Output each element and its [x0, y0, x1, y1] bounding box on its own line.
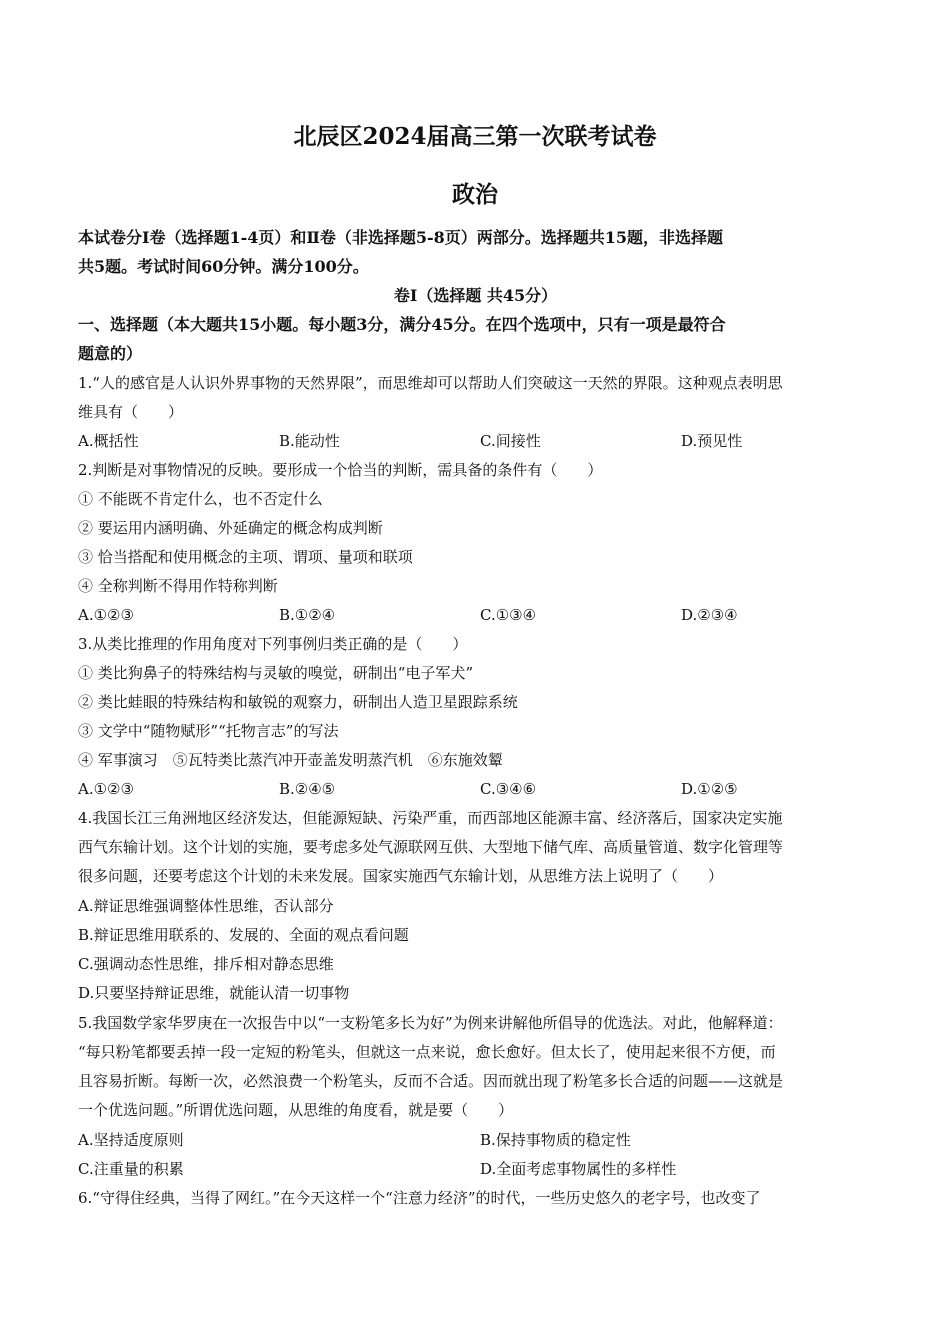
q2-option-b[interactable]: B.①②④ [279, 606, 336, 624]
q3-item-3: ③ 文学中“随物赋形”“托物言志”的写法 [78, 722, 339, 740]
q5-stem-line-1: 5.我国数学家华罗庚在一次报告中以“一支粉笔多长为好”为例来讲解他所倡导的优选法。对此，他解释道： [78, 1014, 783, 1032]
q3-stem: 3.从类比推理的作用角度对下列事例归类正确的是（ ） [78, 635, 468, 653]
q3-option-a[interactable]: A.①②③ [78, 780, 134, 798]
q4-option-b[interactable]: B.辩证思维用联系的、发展的、全面的观点看问题 [78, 926, 409, 944]
q1-stem-line-1: 1.“人的感官是人认识外界事物的天然界限”，而思维却可以帮助人们突破这一天然的界限。这种观点表明思 [78, 374, 783, 392]
q4-stem-line-3: 很多问题，还要考虑这个计划的未来发展。国家实施西气东输计划，从思维方法上说明了（ ） [78, 867, 724, 885]
q2-item-2: ② 要运用内涵明确、外延确定的概念构成判断 [78, 519, 383, 537]
subject-title: 政治 [452, 181, 498, 208]
q3-option-c[interactable]: C.③④⑥ [480, 780, 537, 798]
q3-option-b[interactable]: B.②④⑤ [279, 780, 336, 798]
exam-title: 北辰区2024届高三第一次联考试卷 [293, 123, 657, 150]
q6-stem-line-1: 6.“守得住经典，当得了网红。”在今天这样一个“注意力经济”的时代，一些历史悠久的老字号，也改变了 [78, 1189, 761, 1207]
q3-item-2: ② 类比蛙眼的特殊结构和敏锐的观察力，研制出人造卫星跟踪系统 [78, 693, 518, 711]
q5-option-d[interactable]: D.全面考虑事物属性的多样性 [480, 1160, 677, 1178]
q5-option-b[interactable]: B.保持事物质的稳定性 [480, 1131, 631, 1149]
section-title: 卷Ⅰ（选择题 共45分） [393, 286, 558, 305]
q3-item-1: ① 类比狗鼻子的特殊结构与灵敏的嗅觉，研制出“电子军犬” [78, 664, 474, 682]
q1-option-a[interactable]: A.概括性 [78, 432, 139, 450]
instructions-line-2: 共5题。考试时间60分钟。满分100分。 [78, 257, 369, 276]
q1-option-d[interactable]: D.预见性 [681, 432, 743, 450]
q5-stem-line-4: 一个优选问题。”所谓优选问题，从思维的角度看，就是要（ ） [78, 1101, 514, 1119]
q5-stem-line-3: 且容易折断。每断一次，必然浪费一个粉笔头，反而不合适。因而就出现了粉笔多长合适的问题——这就是 [78, 1072, 784, 1090]
q2-item-1: ① 不能既不肯定什么，也不否定什么 [78, 490, 323, 508]
q1-option-b[interactable]: B.能动性 [279, 432, 340, 450]
q2-item-4: ④ 全称判断不得用作特称判断 [78, 577, 278, 595]
instructions-line-1: 本试卷分Ⅰ卷（选择题1-4页）和Ⅱ卷（非选择题5-8页）两部分。选择题共15题，非选择题 [78, 228, 724, 247]
q4-stem-line-2: 西气东输计划。这个计划的实施，要考虑多处气源联网互供、大型地下储气库、高质量管道、数字化管理等 [78, 838, 784, 856]
q4-option-a[interactable]: A.辩证思维强调整体性思维，否认部分 [78, 897, 334, 915]
q4-option-d[interactable]: D.只要坚持辩证思维，就能认清一切事物 [78, 984, 350, 1002]
q2-stem: 2.判断是对事物情况的反映。要形成一个恰当的判断，需具备的条件有（ ） [78, 461, 603, 479]
q3-item-4: ④ 军事演习 ⑤瓦特类比蒸汽冲开壶盖发明蒸汽机 ⑥东施效颦 [78, 751, 503, 769]
part-title-line-1: 一、选择题（本大题共15小题。每小题3分，满分45分。在四个选项中，只有一项是最符合 [78, 315, 726, 334]
q3-option-d[interactable]: D.①②⑤ [681, 780, 738, 798]
q5-option-a[interactable]: A.坚持适度原则 [78, 1131, 184, 1149]
q5-stem-line-2: “每只粉笔都要丢掉一段一定短的粉笔头，但就这一点来说，愈长愈好。但太长了，使用起来很不方便，而 [78, 1043, 776, 1061]
q2-option-a[interactable]: A.①②③ [78, 606, 134, 624]
q2-item-3: ③ 恰当搭配和使用概念的主项、谓项、量项和联项 [78, 548, 413, 566]
q4-option-c[interactable]: C.强调动态性思维，排斥相对静态思维 [78, 955, 334, 973]
part-title-line-2: 题意的） [78, 344, 143, 363]
q1-stem-line-2: 维具有（ ） [78, 403, 184, 421]
q2-option-d[interactable]: D.②③④ [681, 606, 738, 624]
q5-option-c[interactable]: C.注重量的积累 [78, 1160, 184, 1178]
q1-option-c[interactable]: C.间接性 [480, 432, 541, 450]
q2-option-c[interactable]: C.①③④ [480, 606, 537, 624]
q4-stem-line-1: 4.我国长江三角洲地区经济发达，但能源短缺、污染严重，而西部地区能源丰富、经济落后，国家决定实施 [78, 809, 783, 827]
